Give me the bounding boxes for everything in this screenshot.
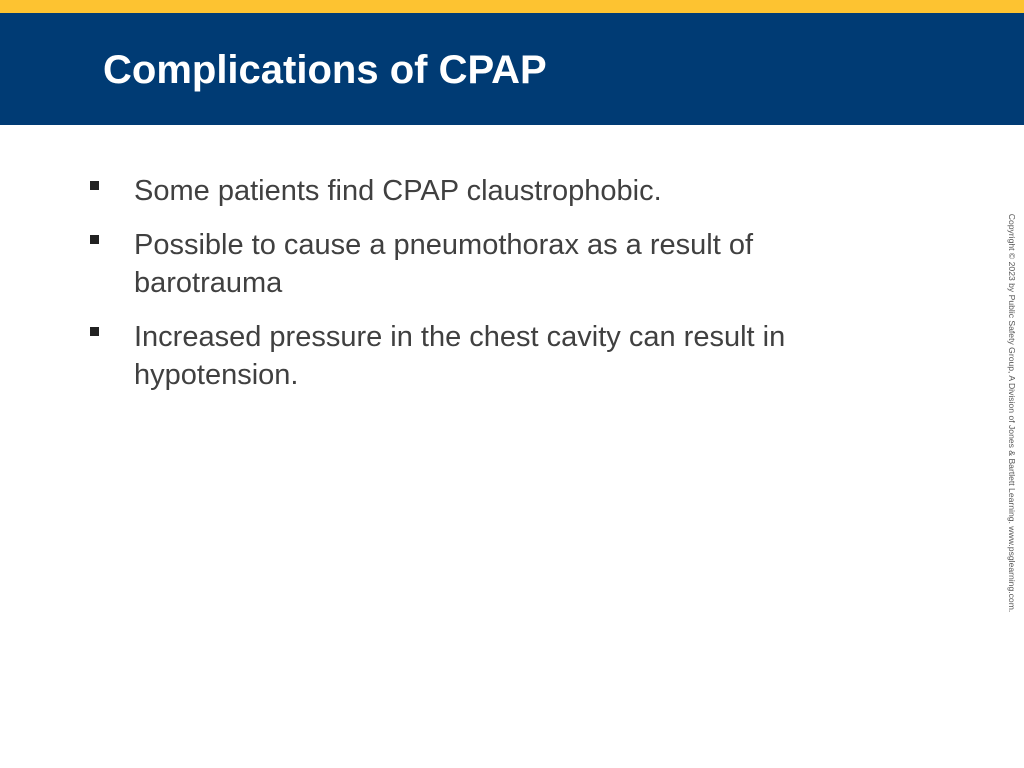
bullet-list bbox=[88, 172, 868, 410]
bullet-item bbox=[88, 172, 868, 210]
bullet-text: Increased pressure in the chest cavity can result in hypotension. bbox=[134, 321, 786, 391]
bullet-text: Possible to cause a pneumothorax as a result of barotrauma bbox=[134, 229, 754, 299]
square-bullet-icon bbox=[90, 327, 99, 336]
square-bullet-icon bbox=[90, 181, 99, 190]
square-bullet-icon bbox=[90, 235, 99, 244]
bullet-item bbox=[88, 318, 868, 394]
slide-title: Complications of CPAP bbox=[103, 48, 547, 92]
bullet-item bbox=[88, 226, 868, 302]
copyright-notice: Copyright © 2023 by Public Safety Group, A Division of Jones & Bartlett Learning. www.psglearning.com. bbox=[1007, 213, 1017, 613]
bullet-text: Some patients find CPAP claustrophobic. bbox=[134, 175, 662, 207]
accent-bar bbox=[0, 0, 1024, 13]
